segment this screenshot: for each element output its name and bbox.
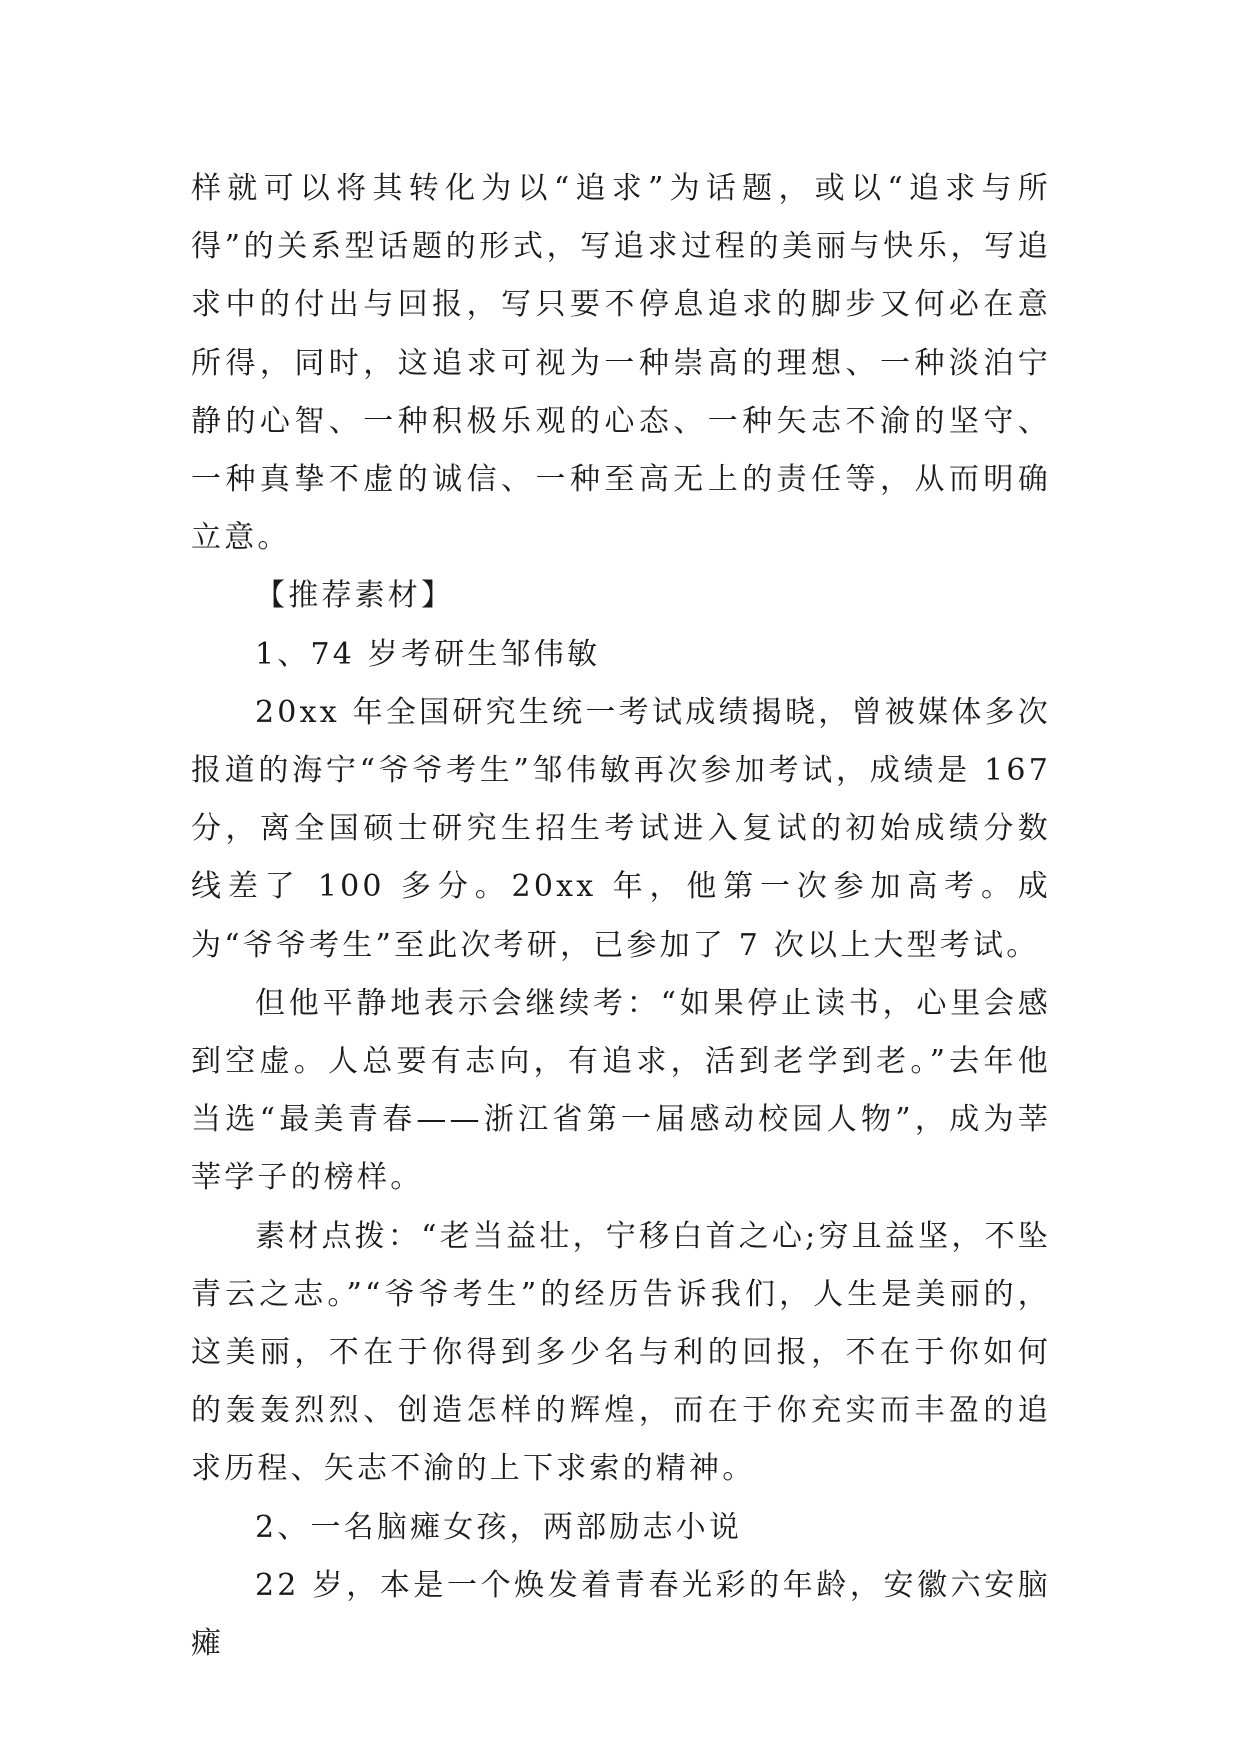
material-1-paragraph-1: 20xx 年全国研究生统一考试成绩揭晓，曾被媒体多次报道的海宁“爷爷考生”邹伟敏再次参加考试，成绩是 167 分，离全国硕士研究生招生考试进入复试的初始成绩分数线差了 100 多分。20xx 年，他第一次参加高考。成为“爷爷考生”至此次考研，已参加了 7 次以上大型考试。 [191,694,1051,963]
section-heading-recommended-materials: 【推荐素材】 [255,578,455,614]
material-1-paragraph-2: 但他平静地表示会继续考：“如果停止读书，心里会感到空虚。人总要有志向，有追求，活到老学到老。”去年他当选“最美青春——浙江省第一届感动校园人物”，成为莘莘学子的榜样。 [191,985,1051,1196]
material-2-title: 2、一名脑瘫女孩，两部励志小说 [255,1509,743,1545]
material-1-paragraph-3: 素材点拨：“老当益壮，宁移白首之心;穷且益坚，不坠青云之志。”“爷爷考生”的经历告诉我们，人生是美丽的，这美丽，不在于你得到多少名与利的回报，不在于你如何的轰轰烈烈、创造怎样的辉煌，而在于你充实而丰盈的追求历程、矢志不渝的上下求索的精神。 [191,1218,1051,1487]
paragraph-continuation: 样就可以将其转化为以“追求”为话题，或以“追求与所得”的关系型话题的形式，写追求过程的美丽与快乐，写追求中的付出与回报，写只要不停息追求的脚步又何必在意所得，同时，这追求可视为一种崇高的理想、一种淡泊宁静的心智、一种积极乐观的心态、一种矢志不渝的坚守、一种真挚不虚的诚信、一种至高无上的责任等，从而明确立意。 [191,171,1051,556]
material-1-title: 1、74 岁考研生邹伟敏 [255,636,601,672]
document-body [191,160,1051,1673]
material-2-paragraph-1: 22 岁，本是一个焕发着青春光彩的年龄，安徽六安脑瘫 [191,1567,1051,1662]
